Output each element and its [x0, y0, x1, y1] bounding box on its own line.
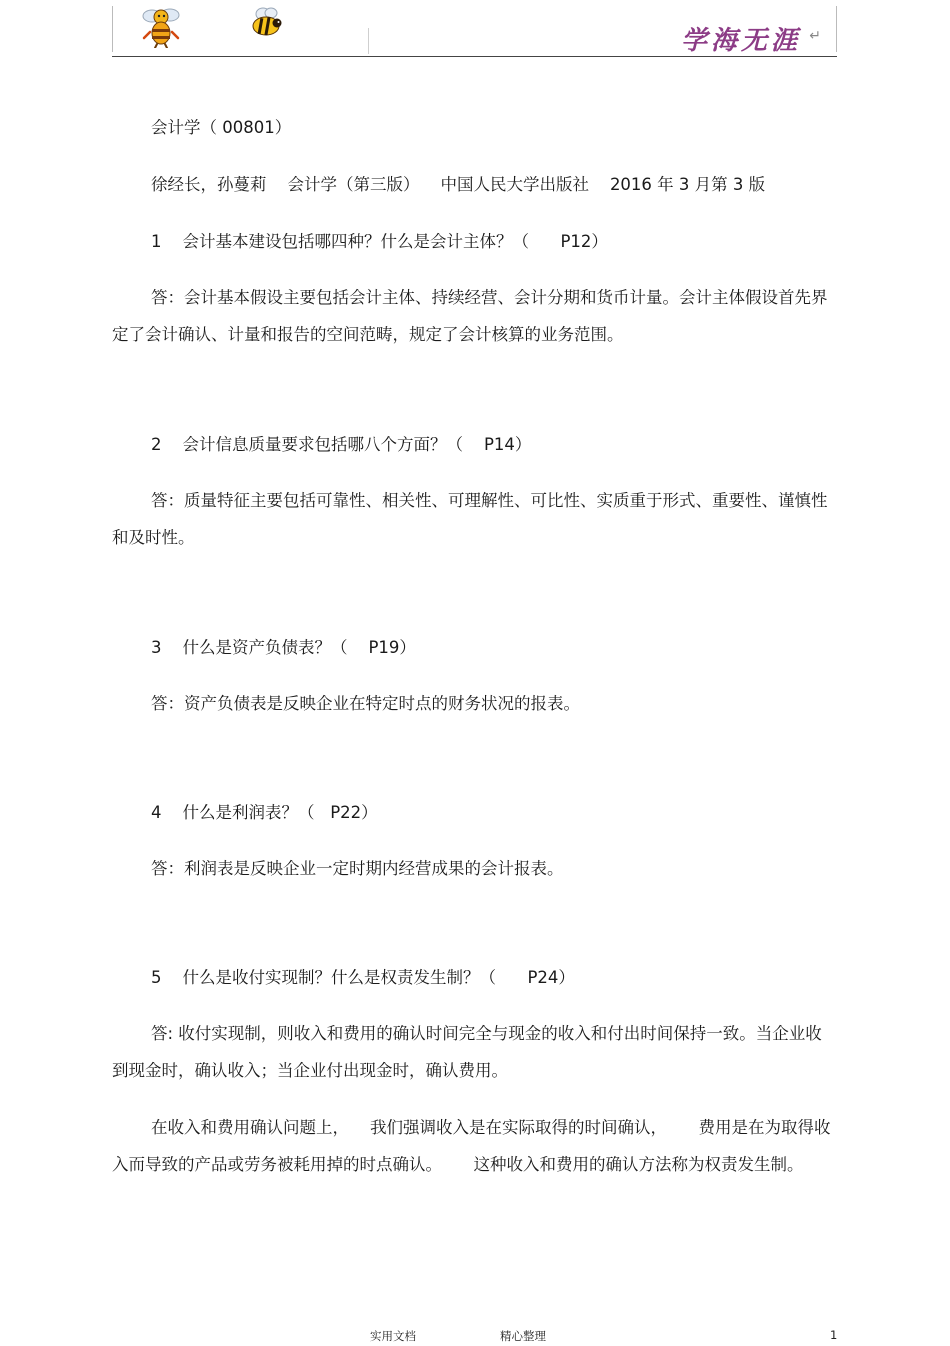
reference-line: 徐经长，孙蔓莉 会计学（第三版） 中国人民大学出版社 2016 年 3 月第 3 版 [151, 175, 766, 194]
bee-cartoon-icon [140, 4, 182, 48]
page-number: 1 [830, 1328, 838, 1342]
header-divider [368, 28, 369, 54]
question-3: 3 什么是资产负债表？（ P19） [151, 638, 416, 657]
bee-small-icon [246, 6, 284, 38]
footer-left-text: 实用文档 [370, 1329, 416, 1343]
return-mark-icon: ↵ [809, 28, 821, 44]
question-5: 5 什么是收付实现制？什么是权责发生制？（ P24） [151, 968, 575, 987]
header-right-rule [836, 6, 837, 52]
header-left-rule [112, 6, 113, 52]
course-title: 会计学（ 00801） [151, 118, 292, 137]
answer-2: 答：质量特征主要包括可靠性、相关性、可理解性、可比性、实质重于形式、重要性、谨慎性和及时性。 [112, 491, 828, 547]
answer-4: 答：利润表是反映企业一定时期内经营成果的会计报表。 [151, 859, 564, 878]
question-2: 2 会计信息质量要求包括哪八个方面？（ P14） [151, 435, 532, 454]
answer-1: 答：会计基本假设主要包括会计主体、持续经营、会计分期和货币计量。会计主体假设首先界定了会计确认、计量和报告的空间范畴，规定了会计核算的业务范围。 [112, 288, 828, 344]
answer-5-continued: 在收入和费用确认问题上， 我们强调收入是在实际取得的时间确认， 费用是在为取得收入而导致的产品或劳务被耗用掉的时点确认。 这种收入和费用的确认方法称为权责发生制。 [112, 1118, 831, 1174]
answer-3: 答：资产负债表是反映企业在特定时点的财务状况的报表。 [151, 694, 580, 713]
question-1: 1 会计基本建设包括哪四种？什么是会计主体？（ P12） [151, 232, 608, 251]
header-motto: 学海无涯 [680, 26, 801, 56]
question-4: 4 什么是利润表？（ P22） [151, 803, 378, 822]
page-header [112, 0, 837, 57]
answer-5: 答: 收付实现制，则收入和费用的确认时间完全与现金的收入和付出时间保持一致。当企业收到现金时，确认收入；当企业付出现金时，确认费用。 [112, 1024, 822, 1080]
footer-center-text: 精心整理 [500, 1329, 546, 1343]
